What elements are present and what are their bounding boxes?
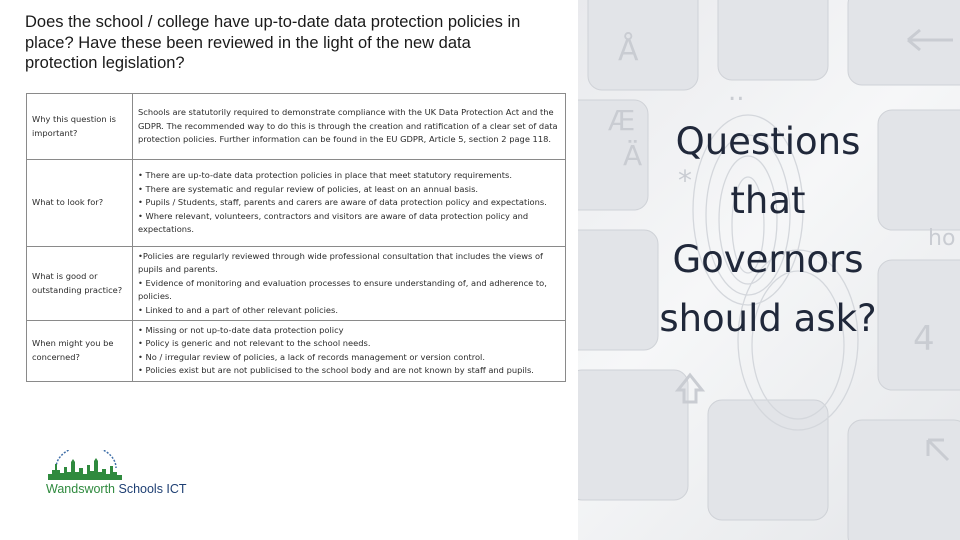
value-line: • There are up-to-date data protection policies in place that meet statutory requirements. — [138, 170, 513, 181]
value-line: • Missing or not up-to-date data protection policy — [138, 325, 344, 336]
wandsworth-logo — [46, 450, 206, 498]
table-row — [27, 94, 566, 160]
value-line: • No / irregular review of policies, a lack of records management or version control. — [138, 351, 485, 362]
row-value — [133, 321, 566, 382]
svg-text:..: .. — [728, 77, 745, 107]
question-text: Does the school / college have up-to-date data protection policies in place? Have these been reviewed in the light of the new data protection legislation? — [25, 13, 521, 72]
skyline-icon — [46, 450, 126, 482]
value-line: • Linked to and a part of other relevant policies. — [138, 304, 338, 315]
table-row — [27, 247, 566, 321]
logo-suffix: Schools ICT — [115, 482, 187, 496]
row-value — [133, 160, 566, 247]
value-line: • Pupils / Students, staff, parents and carers are aware of data protection policy and expectations. — [138, 197, 547, 208]
svg-text:Ä: Ä — [623, 139, 643, 172]
slide-heading — [618, 112, 918, 348]
value-line: • Where relevant, volunteers, contractors and visitors are aware of data protection policy and expectations. — [138, 210, 529, 235]
row-label: When might you be concerned? — [27, 321, 133, 382]
guidance-table — [26, 93, 566, 382]
value-line: Schools are statutorily required to demonstrate compliance with the UK Data Protection Act and the GDPR. The recommended way to do this is through the creation and ratification of a clear set of data protection policies. Further information can be found in the EU GDPR, Article 5, section 2 page 118. — [138, 107, 558, 145]
value-line: • There are systematic and regular review of policies, at least on an annual basis. — [138, 183, 479, 194]
svg-text:Æ: Æ — [608, 104, 636, 137]
svg-text:4: 4 — [913, 319, 935, 359]
logo-text — [46, 482, 187, 496]
row-value — [133, 94, 566, 160]
row-label: What is good or outstanding practice? — [27, 247, 133, 321]
svg-text:ho: ho — [928, 226, 956, 251]
row-label: What to look for? — [27, 160, 133, 247]
value-line: • Policies exist but are not publicised to the school body and are not known by staff and pupils. — [138, 365, 534, 376]
heading-line: that — [730, 179, 806, 222]
value-line: •Policies are regularly reviewed through wide professional consultation that includes the views of pupils and parents. — [138, 251, 543, 275]
svg-text:*: * — [678, 164, 692, 197]
row-value — [133, 247, 566, 321]
heading-line: Questions — [675, 120, 861, 163]
row-label: Why this question is important? — [27, 94, 133, 160]
value-line: • Policy is generic and not relevant to the school needs. — [138, 338, 371, 349]
svg-text:Å: Å — [618, 33, 639, 68]
heading-line: Governors — [672, 238, 864, 281]
logo-name: Wandsworth — [46, 482, 116, 496]
value-line: • Evidence of monitoring and evaluation processes to ensure understanding of, and adherence to, policies. — [138, 277, 547, 302]
table-row — [27, 160, 566, 247]
table-row — [27, 321, 566, 382]
heading-line: should ask? — [659, 297, 877, 340]
